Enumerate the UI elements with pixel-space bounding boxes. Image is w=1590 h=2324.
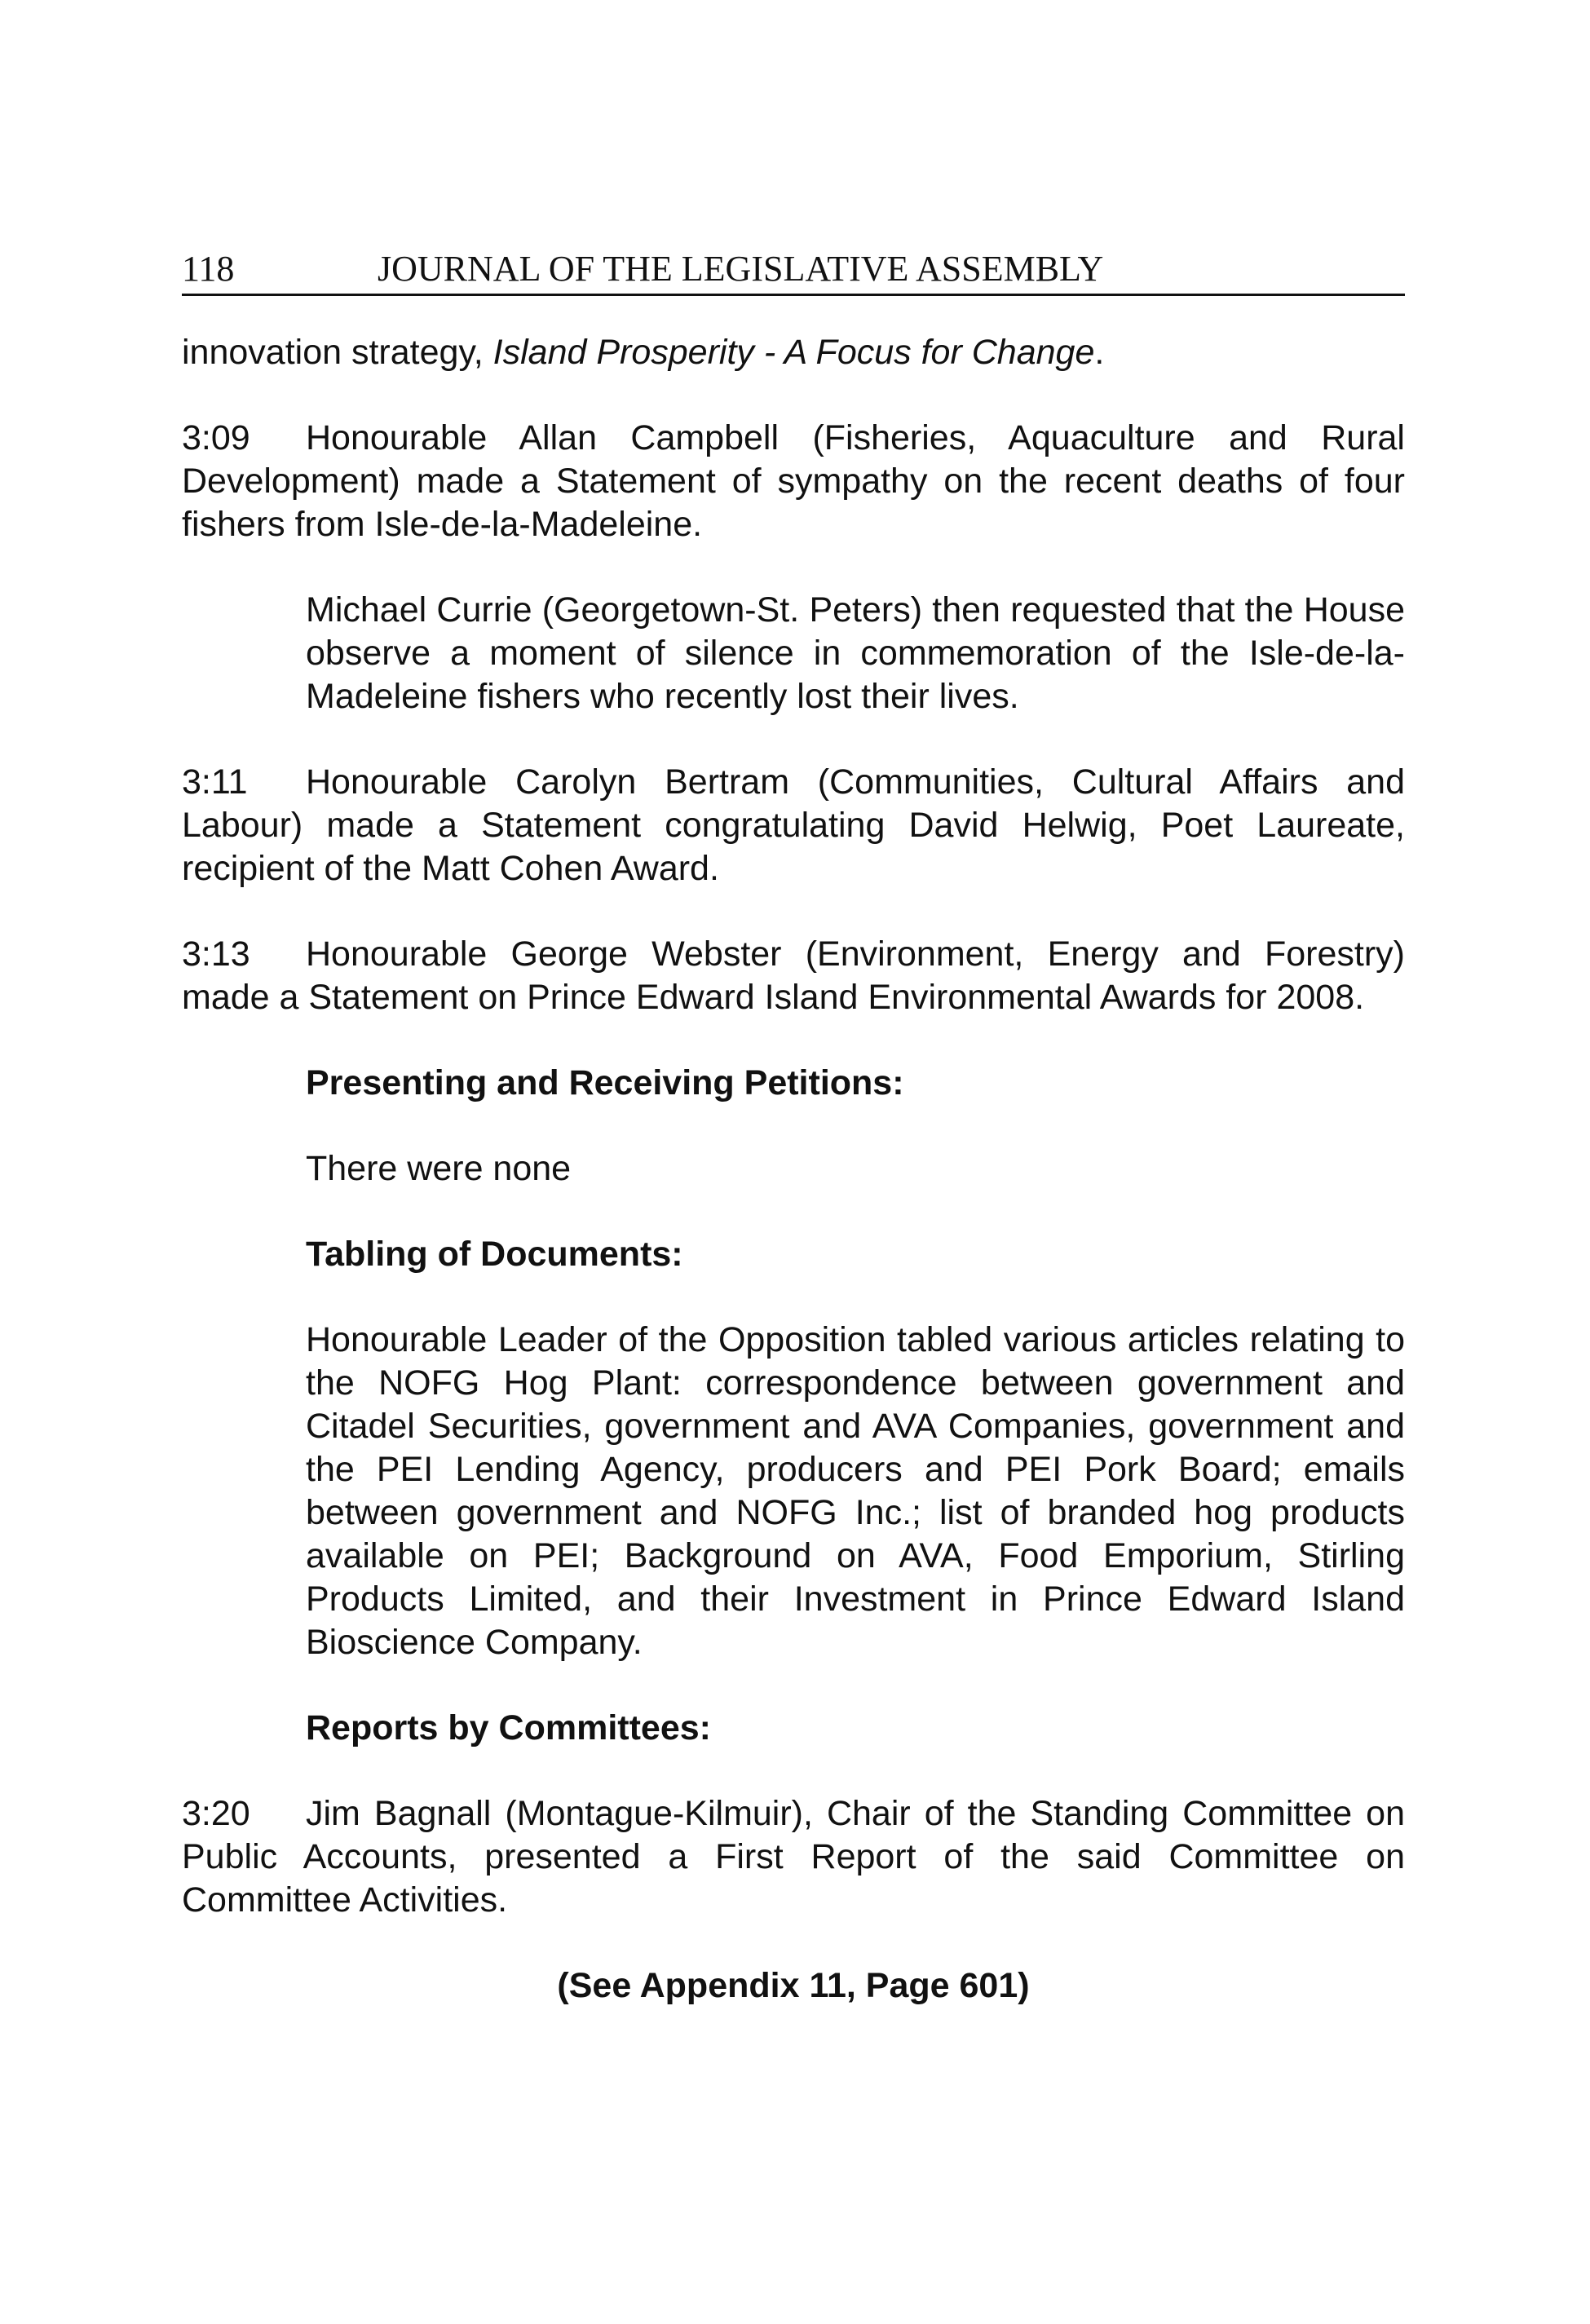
continuation-end: . bbox=[1094, 333, 1105, 372]
tabling-text: Honourable Leader of the Opposition tabled various articles relating to the NOFG Hog Plant: correspondence between government and Citadel Securities, government and AVA Companies, government and the PEI Lending Agency, producers and PEI Pork Board; emails between government and NOFG Inc.; list of branded hog products available on PEI; Background on AVA, Food Emporium, Stirling Products Limited, and their Investment in Prince Edward Island Bioscience Company. bbox=[306, 1320, 1405, 1662]
journal-body bbox=[182, 331, 1405, 2008]
page-header bbox=[182, 245, 1405, 296]
report-time: 3:20 bbox=[182, 1794, 250, 1833]
report-text: Jim Bagnall (Montague-Kilmuir), Chair of the Standing Committee on Public Accounts, presented a First Report of the said Committee on Committee Activities. bbox=[182, 1794, 1405, 1920]
statement-text: Honourable Carolyn Bertram (Communities, Cultural Affairs and Labour) made a Statement congratulating David Helwig, Poet Laureate, recipient of the Matt Cohen Award. bbox=[182, 762, 1405, 888]
page-number: 118 bbox=[182, 249, 235, 289]
appendix-reference: (See Appendix 11, Page 601) bbox=[557, 1966, 1030, 2005]
statement-campbell bbox=[182, 417, 1405, 546]
statement-bertram bbox=[182, 761, 1405, 890]
petitions-text: There were none bbox=[306, 1149, 572, 1188]
journal-title: JOURNAL OF THE LEGISLATIVE ASSEMBLY bbox=[378, 249, 1104, 289]
statement-time: 3:13 bbox=[182, 934, 250, 974]
committee-report bbox=[182, 1792, 1405, 1922]
continuation-lead: innovation strategy, bbox=[182, 333, 493, 372]
tabling-heading: Tabling of Documents: bbox=[306, 1235, 683, 1274]
statement-webster bbox=[182, 933, 1405, 1019]
petitions-heading: Presenting and Receiving Petitions: bbox=[306, 1063, 904, 1102]
moment-of-silence-note: Michael Currie (Georgetown-St. Peters) then requested that the House observe a moment of silence in commemoration of the Isle-de-la-Madeleine fishers who recently lost their lives. bbox=[306, 590, 1405, 716]
committees-heading: Reports by Committees: bbox=[306, 1708, 711, 1747]
statement-text: Honourable Allan Campbell (Fisheries, Aquaculture and Rural Development) made a Statement of sympathy on the recent deaths of four fishers from Isle-de-la-Madeleine. bbox=[182, 418, 1405, 544]
statement-text: Honourable George Webster (Environment, Energy and Forestry) made a Statement on Prince Edward Island Environmental Awards for 2008. bbox=[182, 934, 1405, 1017]
statement-time: 3:09 bbox=[182, 418, 250, 457]
continuation-paragraph bbox=[182, 331, 1405, 374]
strategy-title: Island Prosperity - A Focus for Change bbox=[492, 333, 1095, 372]
statement-time: 3:11 bbox=[182, 762, 248, 802]
